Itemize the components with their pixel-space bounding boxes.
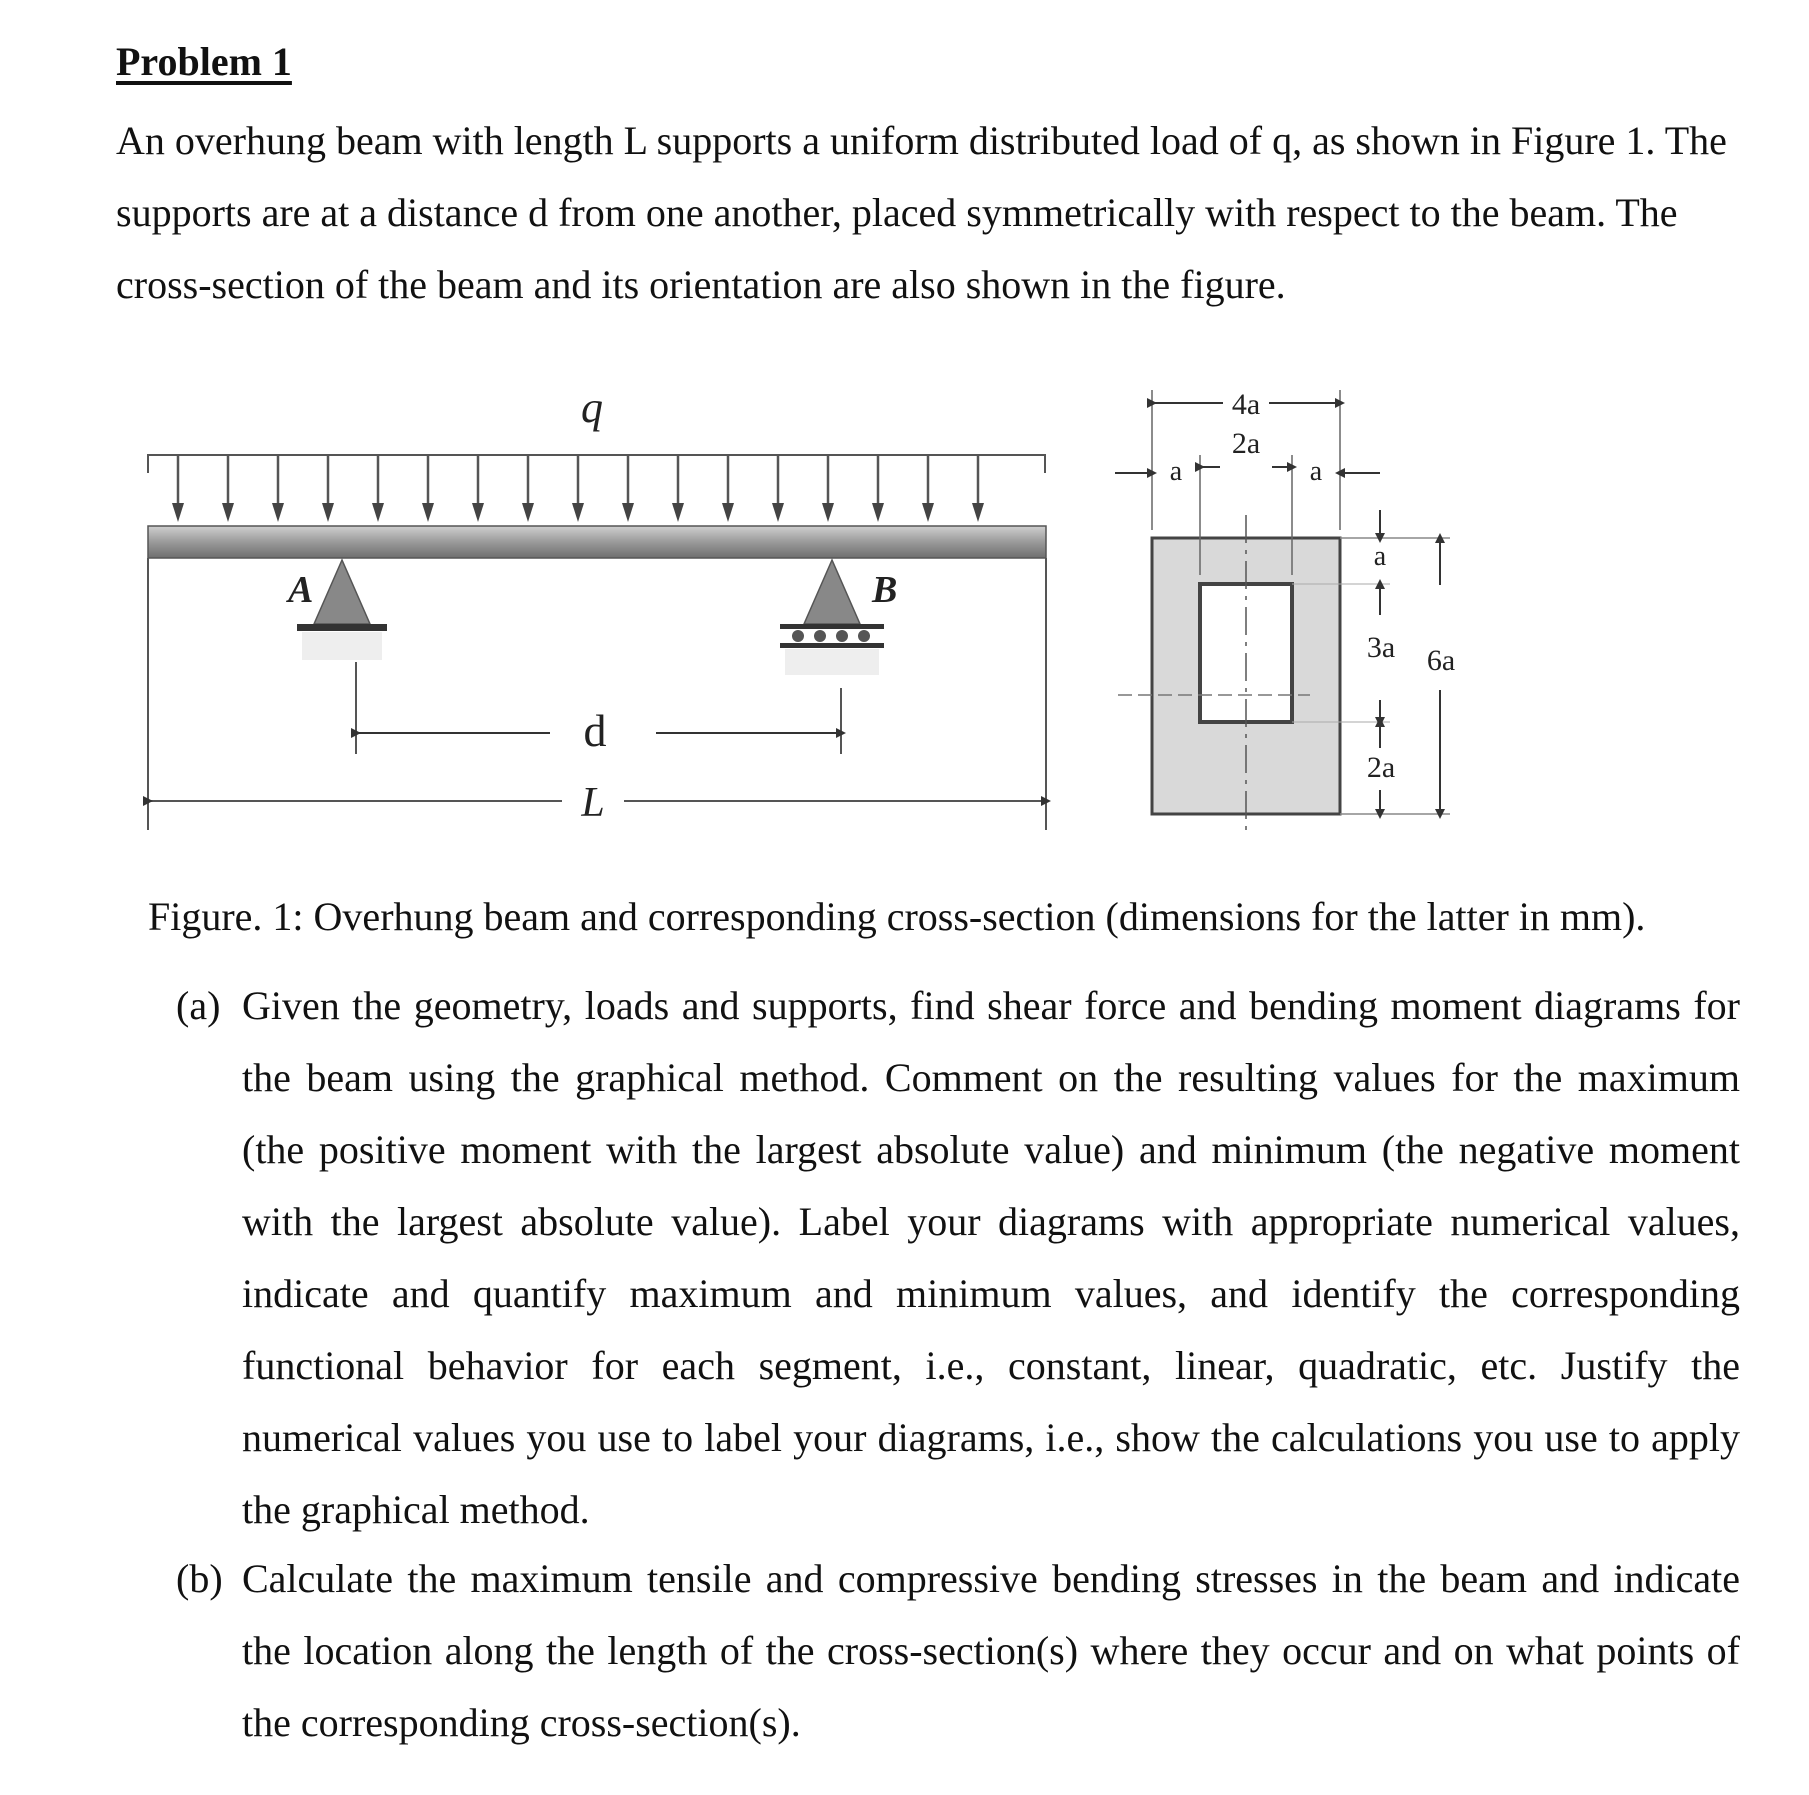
load-arrow: [322, 456, 334, 522]
length-label-l: L: [581, 780, 605, 826]
question-a: [176, 970, 1740, 1546]
question-b: [176, 1543, 1740, 1759]
load-arrow: [422, 456, 434, 522]
load-arrow: [172, 456, 184, 522]
question-a-text: Given the geometry, loads and supports, find shear force and bending moment diagrams for the beam using the graphical method. Comment on the resulting values for the maximum (the positive moment with the largest absolute value) and minimum (the negative moment with the largest absolute value). Label your diagrams with appropriate numerical values, indicate and quantify maximum and minimum values, and identify the corresponding functional behavior for each segment, i.e., constant, linear, quadratic, etc. Justify the numerical values you use to label your diagrams, i.e., show the calculations you use to apply the graphical method.: [242, 983, 1740, 1532]
load-arrow: [622, 456, 634, 522]
figure-1: [130, 370, 1510, 840]
load-arrow: [372, 456, 384, 522]
figure-drawing: [130, 370, 1510, 840]
section-dim-bottom-thickness: 2a: [1366, 751, 1396, 784]
load-arrow: [922, 456, 934, 522]
section-dim-top-thickness: a: [1373, 541, 1387, 572]
load-arrow: [972, 456, 984, 522]
load-arrow: [222, 456, 234, 522]
load-arrow: [822, 456, 834, 522]
load-envelope: [148, 455, 1045, 473]
support-b-label: B: [872, 569, 898, 611]
section-dim-4a: 4a: [1231, 388, 1261, 421]
load-label-q: q: [581, 383, 603, 432]
support-b-roller: [780, 560, 884, 675]
figure-caption: Figure. 1: Overhung beam and corresponding cross-section (dimensions for the latter in mm).: [148, 894, 1646, 939]
load-arrow: [522, 456, 534, 522]
question-a-label: (a): [176, 983, 221, 1028]
load-arrow: [672, 456, 684, 522]
question-b-text: Calculate the maximum tensile and compressive bending stresses in the beam and indicate the location along the length of the cross-section(s) where they occur and on what points of the corresponding cross-section(s).: [242, 1556, 1740, 1745]
load-arrows: [172, 456, 984, 522]
load-arrow: [472, 456, 484, 522]
problem-intro: An overhung beam with length L supports a uniform distributed load of q, as shown in Figure 1. The supports are at a distance d from one another, placed symmetrically with respect to the beam. The cross-section of the beam and its orientation are also shown in the figure.: [116, 118, 1727, 307]
section-dim-hole-height: 3a: [1366, 631, 1396, 664]
load-arrow: [772, 456, 784, 522]
load-arrow: [572, 456, 584, 522]
section-dim-2a: 2a: [1231, 427, 1261, 460]
load-arrow: [272, 456, 284, 522]
beam: [148, 526, 1046, 558]
question-b-label: (b): [176, 1556, 223, 1601]
section-dim-left-wall: a: [1169, 456, 1183, 487]
problem-title: Problem 1: [116, 39, 292, 84]
load-arrow: [872, 456, 884, 522]
load-arrow: [722, 456, 734, 522]
section-dim-right-wall: a: [1309, 456, 1323, 487]
span-label-d: d: [583, 705, 607, 756]
section-dim-total-height: 6a: [1426, 644, 1456, 677]
support-a-label: A: [288, 569, 314, 611]
